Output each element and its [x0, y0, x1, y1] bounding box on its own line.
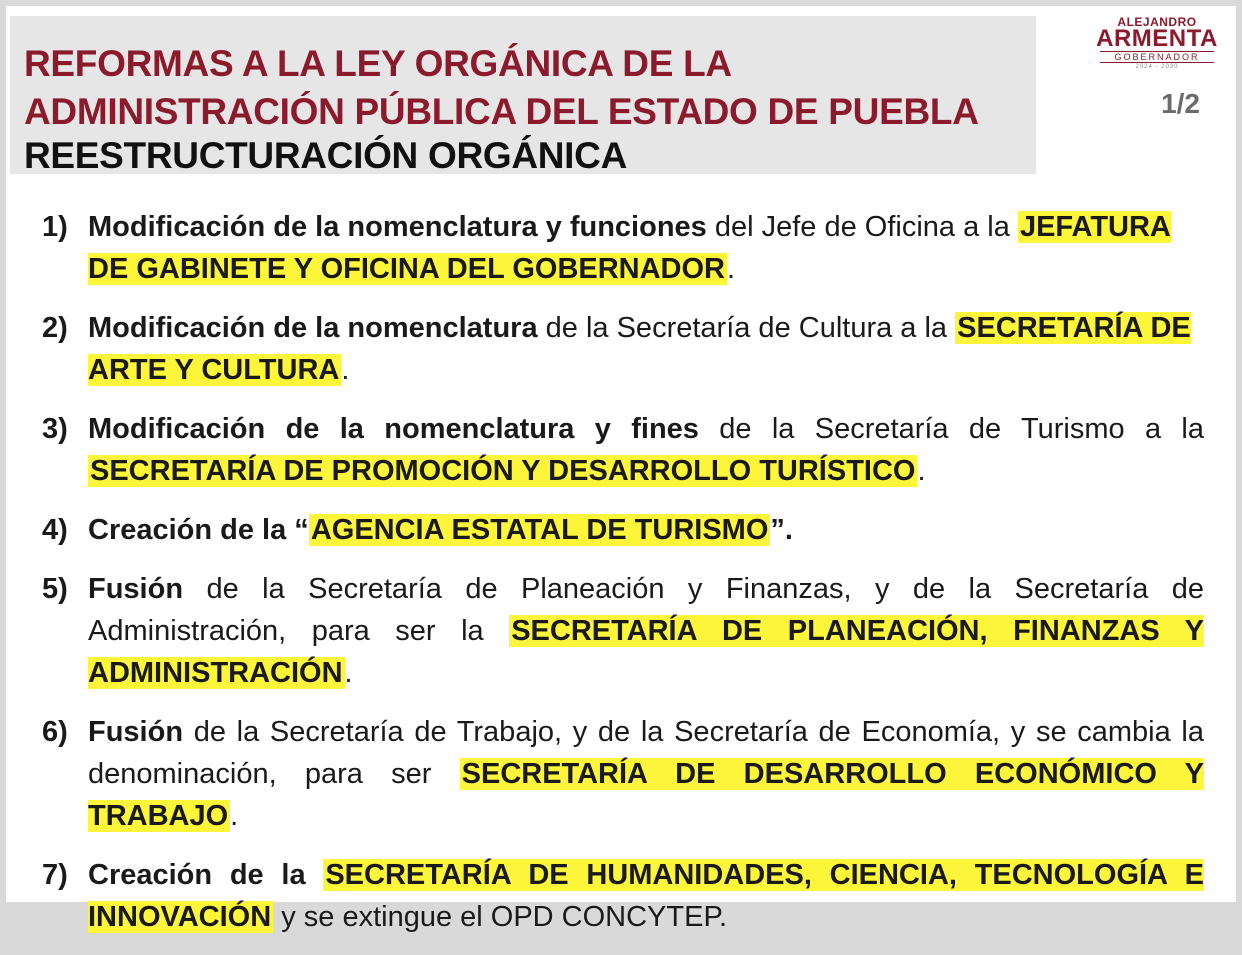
item-bold-text: Creación de la “	[88, 514, 309, 546]
item-highlight: JEFATURA DE GABINETE Y OFICINA DEL GOBERNADOR	[88, 211, 1171, 285]
item-text: del Jefe de Oficina a la	[706, 211, 1018, 243]
subtitle: REESTRUCTURACIÓN ORGÁNICA	[24, 135, 628, 176]
logo-last-name: ARMENTA	[1096, 25, 1218, 52]
title-line-2: ADMINISTRACIÓN PÚBLICA DEL ESTADO DE PUEBLA	[24, 91, 979, 132]
page-number: 1/2	[1161, 88, 1200, 119]
item-text: de la Secretaría de Trabajo, y de la Secretaría de Economía, y se cambia la denominación, para ser	[88, 716, 1204, 790]
item-highlight: SECRETARÍA DE HUMANIDADES, CIENCIA, TECNOLOGÍA E INNOVACIÓN	[88, 859, 1204, 933]
item-end: .	[341, 354, 350, 386]
item-number: 4)	[42, 514, 68, 546]
item-number: 2)	[42, 312, 68, 344]
title-box	[10, 16, 1036, 174]
item-end: .	[230, 800, 239, 832]
item-bold-text: Modificación de la nomenclatura y fines	[88, 413, 699, 445]
item-number: 1)	[42, 211, 68, 243]
item-bold-text: Fusión	[88, 716, 184, 748]
item-number: 7)	[42, 859, 68, 891]
reform-list	[42, 206, 1204, 955]
item-highlight: SECRETARÍA DE PROMOCIÓN Y DESARROLLO TURÍSTICO	[90, 455, 916, 487]
item-number: 6)	[42, 716, 68, 748]
item-text: de la Secretaría de Planeación y Finanzas, y de la Secretaría de Administración, para ser la	[88, 573, 1204, 647]
item-bold-text: Modificación de la nomenclatura	[88, 312, 538, 344]
governor-logo	[1094, 16, 1220, 71]
item-text: de la Secretaría de Turismo a la	[698, 413, 1204, 445]
item-highlight: SECRETARÍA DE PLANEACIÓN, FINANZAS Y ADMINISTRACIÓN	[88, 615, 1204, 689]
item-text	[306, 859, 324, 891]
item-bold-text: Creación de la	[88, 859, 306, 891]
item-end: .	[917, 455, 926, 487]
list-item	[42, 509, 1204, 551]
item-end: y se extingue el OPD CONCYTEP.	[273, 901, 728, 933]
list-item	[42, 711, 1204, 837]
list-item	[42, 854, 1204, 938]
item-end: .	[344, 657, 353, 689]
logo-role: GOBERNADOR	[1100, 51, 1214, 63]
item-highlight: SECRETARÍA DE DESARROLLO ECONÓMICO Y TRABAJO	[88, 758, 1204, 832]
list-item	[42, 408, 1204, 492]
item-number: 3)	[42, 413, 68, 445]
item-highlight: SECRETARÍA DE ARTE Y CULTURA	[88, 312, 1191, 386]
logo-first-name: ALEJANDRO	[1117, 15, 1197, 29]
list-item	[42, 568, 1204, 694]
item-end: ”.	[770, 514, 793, 546]
slide	[6, 6, 1236, 933]
list-item	[42, 206, 1204, 290]
list-item	[42, 307, 1204, 391]
item-end: .	[727, 253, 736, 285]
item-bold-text: Modificación de la nomenclatura y funciones	[88, 211, 707, 243]
item-highlight: AGENCIA ESTATAL DE TURISMO	[310, 514, 769, 546]
item-number: 5)	[42, 573, 68, 605]
item-text: de la Secretaría de Cultura a la	[537, 312, 956, 344]
item-bold-text: Fusión	[88, 573, 184, 605]
title-line-1: REFORMAS A LA LEY ORGÁNICA DE LA	[24, 43, 732, 84]
logo-years: 2024 - 2030	[1135, 64, 1179, 70]
